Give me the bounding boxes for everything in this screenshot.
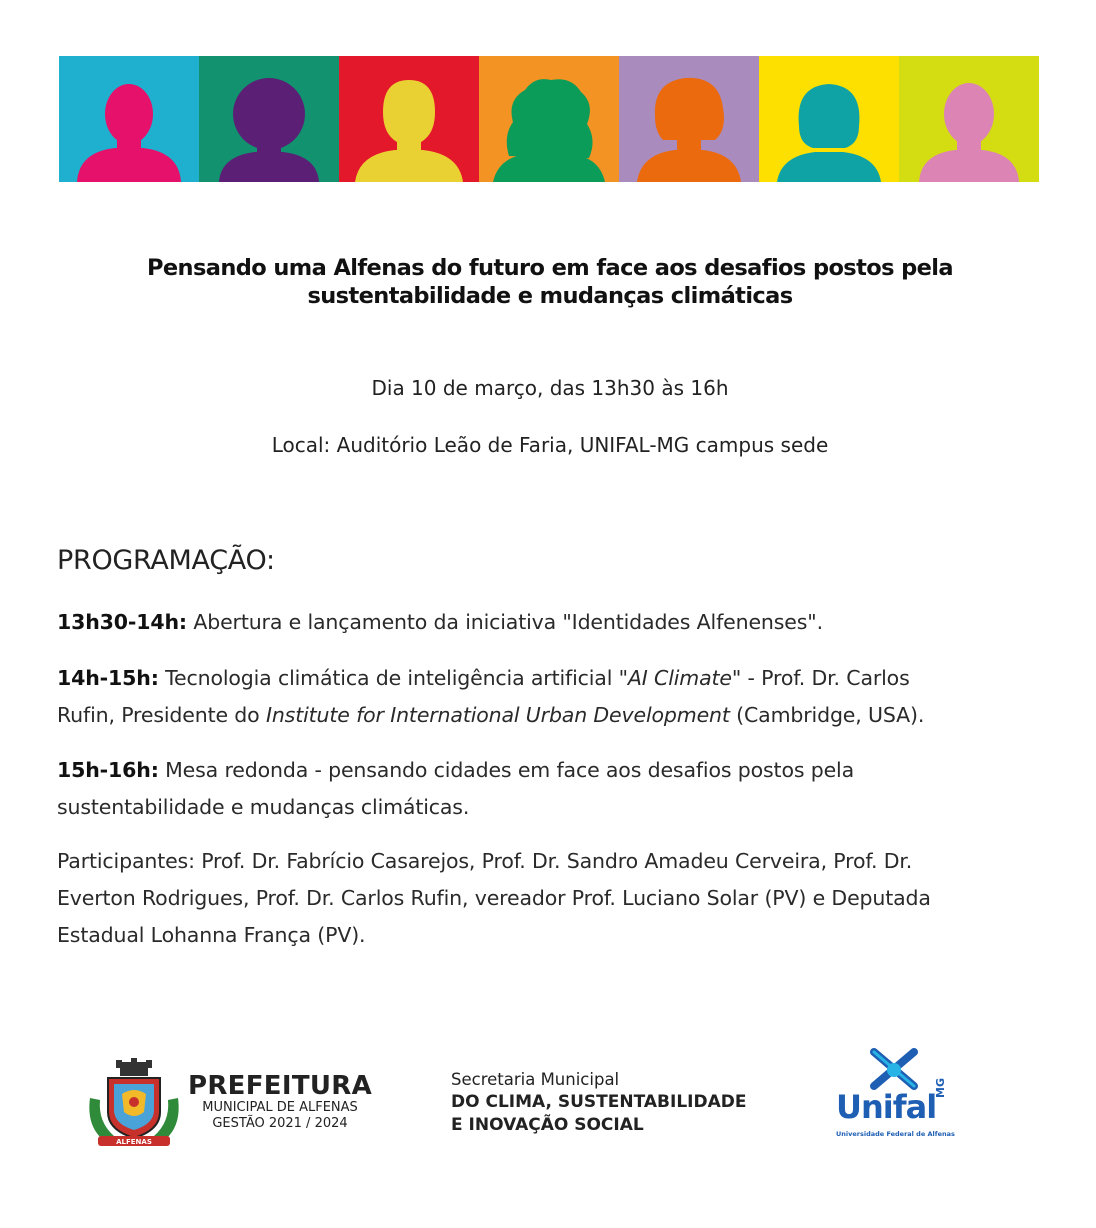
- unifal-logo: Unifal: [836, 1088, 937, 1126]
- program-item-2-text-b: - Prof. Dr. Carlos: [741, 666, 910, 690]
- person-silhouette-icon: [59, 56, 199, 182]
- title-line-1: Pensando uma Alfenas do futuro em face aos desafios postos pela: [147, 255, 953, 281]
- event-location: Local: Auditório Leão de Faria, UNIFAL-MG campus sede: [271, 433, 829, 457]
- program-item-2-institute: Institute for International Urban Development: [265, 703, 730, 727]
- banner-tile-1: [59, 56, 199, 182]
- prefeitura-title: PREFEITURA: [188, 1071, 373, 1101]
- person-neck: [957, 138, 981, 152]
- municipal-seal-icon: [86, 1058, 182, 1148]
- unifal-subtitle: Universidade Federal de Alfenas: [836, 1130, 955, 1138]
- unifal-mg: MG: [934, 1078, 947, 1098]
- program-item-2-time: 14h-15h:: [57, 666, 159, 690]
- banner-tile-5: [619, 56, 759, 182]
- participants-line-1: Participantes: Prof. Dr. Fabrício Casarejos, Prof. Dr. Sandro Amadeu Cerveira, Prof. Dr.: [57, 849, 913, 873]
- banner-tile-6: [759, 56, 899, 182]
- secretaria-line-3: E INOVAÇÃO SOCIAL: [451, 1115, 644, 1135]
- prefeitura-logo-text: [188, 1072, 372, 1132]
- event-date: Dia 10 de março, das 13h30 às 16h: [371, 376, 729, 400]
- banner-tile-2: [199, 56, 339, 182]
- program-item-1-text: Abertura e lançamento da iniciativa "Identidades Alfenenses".: [186, 610, 823, 634]
- person-silhouette-icon: [339, 56, 479, 182]
- person-hair: [655, 78, 724, 140]
- person-head: [105, 84, 153, 144]
- prefeitura-gestao: GESTÃO 2021 / 2024: [212, 1116, 348, 1131]
- program-item-2-line-1: [57, 660, 1057, 697]
- program-item-3-line-1: [57, 752, 1057, 789]
- person-head: [944, 83, 994, 145]
- page-title: [60, 254, 1040, 310]
- person-head: [383, 80, 435, 146]
- secretaria-line-1: Secretaria Municipal: [451, 1070, 620, 1089]
- program-item-1: [57, 604, 1057, 641]
- person-silhouette-icon: [479, 56, 619, 182]
- program-item-2: [57, 660, 1057, 734]
- person-neck: [677, 138, 701, 152]
- program-item-1-time: 13h30-14h:: [57, 610, 187, 634]
- program-item-2-italic: "AI Climate": [618, 666, 742, 690]
- person-silhouette-icon: [899, 56, 1039, 182]
- person-silhouette-icon: [619, 56, 759, 182]
- program-item-2-text-c: Rufin, Presidente do: [57, 703, 266, 727]
- person-neck: [257, 140, 281, 154]
- person-hair: [233, 78, 305, 150]
- banner-tile-3: [339, 56, 479, 182]
- prefeitura-municipal: MUNICIPAL DE ALFENAS: [202, 1100, 358, 1115]
- unifal-emblem-icon: [866, 1048, 922, 1090]
- header-banner: [59, 56, 1039, 182]
- banner-tile-4: [479, 56, 619, 182]
- person-hair: [799, 84, 860, 148]
- seal-text: ALFENAS: [116, 1138, 152, 1146]
- person-silhouette-icon: [199, 56, 339, 182]
- program-item-2-text: Tecnologia climática de inteligência artificial: [158, 666, 619, 690]
- person-silhouette-icon: [759, 56, 899, 182]
- secretaria-logo-text: [451, 1068, 746, 1137]
- participants-line-2: Everton Rodrigues, Prof. Dr. Carlos Rufin, vereador Prof. Luciano Solar (PV) e Deputada: [57, 886, 931, 910]
- program-heading: PROGRAMAÇÃO:: [57, 545, 275, 576]
- banner-tile-7: [899, 56, 1039, 182]
- program-item-3-line-2: sustentabilidade e mudanças climáticas.: [57, 795, 470, 819]
- program-item-2-line-2: [57, 697, 1057, 734]
- participants-line-3: Estadual Lohanna França (PV).: [57, 923, 366, 947]
- program-item-2-text-d: (Cambridge, USA).: [729, 703, 925, 727]
- secretaria-line-2: DO CLIMA, SUSTENTABILIDADE: [451, 1092, 747, 1112]
- program-item-3-text: Mesa redonda - pensando cidades em face aos desafios postos pela: [158, 758, 855, 782]
- participants: [57, 843, 1057, 954]
- program-item-3: [57, 752, 1057, 826]
- program-item-3-time: 15h-16h:: [57, 758, 159, 782]
- title-line-2: sustentabilidade e mudanças climáticas: [307, 283, 793, 309]
